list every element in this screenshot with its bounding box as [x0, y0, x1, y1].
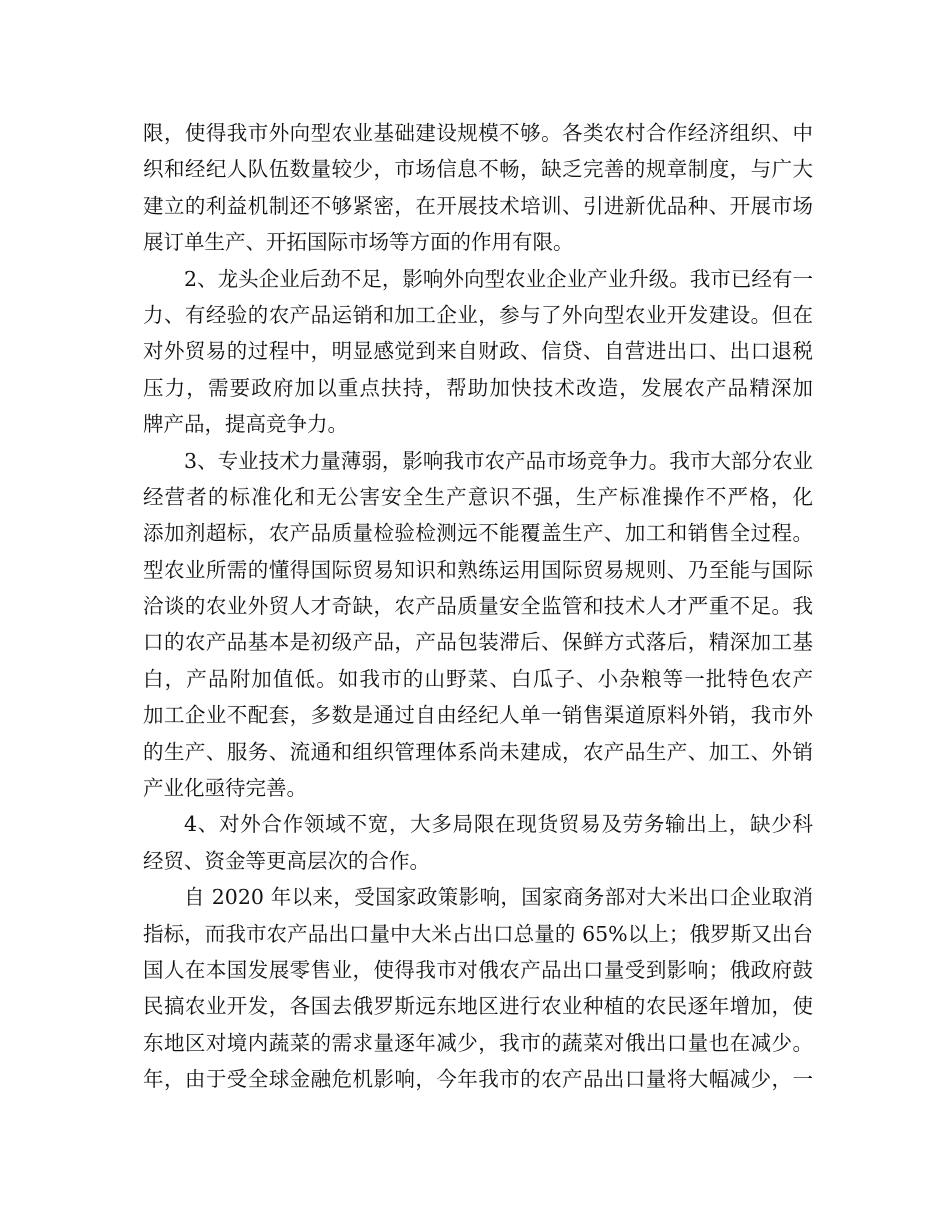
text-line: 3、专业技术力量薄弱，影响我市农产品市场竞争力。我市大部分农业	[184, 448, 813, 473]
text-line: 经营者的标准化和无公害安全生产意识不强，生产标准操作不严格，化	[143, 484, 813, 509]
text-line: 口的农产品基本是初级产品，产品包装滞后、保鲜方式落后，精深加工基	[143, 630, 813, 655]
text-line: 指标，而我市农产品出口量中大米占出口总量的 65%以上；俄罗斯又出台	[143, 921, 813, 946]
text-line: 洽谈的农业外贸人才奇缺，农产品质量安全监管和技术人才严重不足。我	[143, 594, 813, 619]
text-line: 民搞农业开发，各国去俄罗斯远东地区进行农业种植的农民逐年增加，使	[143, 994, 813, 1019]
text-line: 压力，需要政府加以重点扶持，帮助加快技术改造，发展农产品精深加	[143, 375, 813, 400]
text-line: 国人在本国发展零售业，使得我市对俄农产品出口量受到影响；俄政府鼓	[143, 957, 813, 982]
text-line: 经贸、资金等更高层次的合作。	[143, 848, 430, 873]
text-line: 限，使得我市外向型农业基础建设规模不够。各类农村合作经济组织、中	[143, 121, 813, 145]
text-line: 力、有经验的农产品运销和加工企业，参与了外向型农业开发建设。但在	[143, 302, 813, 327]
paragraph	[143, 115, 813, 261]
paragraph	[143, 443, 813, 807]
text-line: 自 2020 年以来，受国家政策影响，国家商务部对大米出口企业取消	[184, 885, 813, 910]
text-line: 年，由于受全球金融危机影响，今年我市的农产品出口量将大幅减少，一	[143, 1067, 813, 1092]
text-line: 建立的利益机制还不够紧密，在开展技术培训、引进新优品种、开展市场	[143, 193, 813, 218]
paragraph	[143, 806, 813, 879]
text-line: 织和经纪人队伍数量较少，市场信息不畅，缺乏完善的规章制度，与广大	[143, 157, 813, 182]
text-line: 牌产品，提高竞争力。	[143, 412, 348, 437]
text-line: 添加剂超标，农产品质量检验检测远不能覆盖生产、加工和销售全过程。	[143, 521, 813, 546]
text-line: 对外贸易的过程中，明显感觉到来自财政、信贷、自营进出口、出口退税	[143, 339, 813, 364]
text-line: 东地区对境内蔬菜的需求量逐年减少，我市的蔬菜对俄出口量也在减少。	[143, 1030, 813, 1055]
paragraph	[143, 261, 813, 443]
text-line: 型农业所需的懂得国际贸易知识和熟练运用国际贸易规则、乃至能与国际	[143, 557, 813, 582]
text-line: 白，产品附加值低。如我市的山野菜、白瓜子、小杂粮等一批特色农产	[143, 666, 813, 691]
text-line: 的生产、服务、流通和组织管理体系尚未建成，农产品生产、加工、外销	[143, 739, 813, 764]
text-line: 加工企业不配套，多数是通过自由经纪人单一销售渠道原料外销，我市外	[143, 703, 813, 728]
text-line: 展订单生产、开拓国际市场等方面的作用有限。	[143, 230, 574, 255]
paragraph	[143, 879, 813, 1097]
text-line: 4、对外合作领域不宽，大多局限在现货贸易及劳务输出上，缺少科	[184, 812, 813, 837]
text-line: 产业化亟待完善。	[143, 776, 307, 801]
document-body	[143, 115, 813, 1098]
text-line: 2、龙头企业后劲不足，影响外向型农业企业产业升级。我市已经有一	[184, 266, 813, 291]
